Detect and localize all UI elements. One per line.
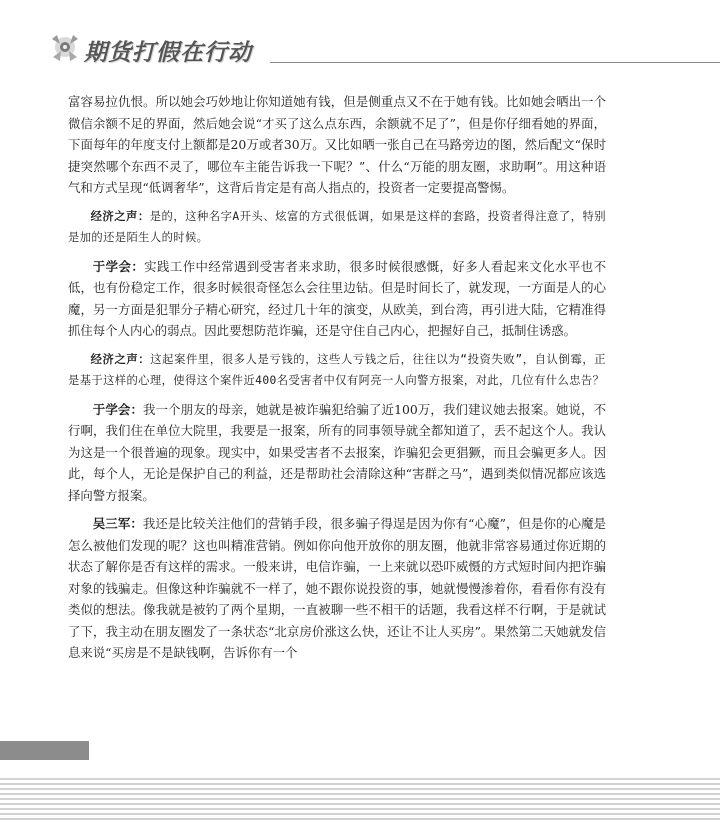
paragraph-answer (68, 399, 606, 507)
footer-stripes (0, 778, 720, 823)
paragraph-text: 富容易拉仇恨。所以她会巧妙地让你知道她有钱，但是侧重点又不在于她有钱。比如她会晒出一个微信余额不足的界面，然后她会说“才买了这么点东西，余额就不足了”，但是你仔细看她的界面，下面每年的年度支付上额都是20万或者30万。又比如晒一张自己在马路旁边的图，然后配文“保时捷突然哪个东西不灵了，哪位车主能告诉我一下呢？”、什么“万能的朋友圈，求助啊”。用这种语气和方式呈现“低调奢华”，这背后肯定是有高人指点的，投资者一定要提高警惕。 (68, 94, 606, 195)
speaker-label: 经济之声： (90, 209, 150, 223)
paragraph-host-question (68, 349, 606, 392)
header-rule (270, 62, 720, 63)
paragraph-text: 实践工作中经常遇到受害者来求助，很多时候很感慨，好多人看起来文化水平也不低，也有份稳定工作，很多时候很奇怪怎么会往里边钻。但是时间长了，就发现，一方面是人的心魔，另一方面是犯罪分子精心研究，经过几十年的演变，从欧美，到台湾，再引进大陆，它精准得抓住每个人内心的弱点。因此要想防范诈骗，还是守住自己内心，把握好自己，抵制住诱惑。 (68, 258, 607, 338)
page-header (0, 0, 720, 80)
ornament-emblem-icon (48, 30, 82, 64)
page-footer-bar (0, 741, 89, 760)
paragraph-host-question (68, 206, 606, 249)
paragraph-answer (68, 513, 606, 664)
speaker-label: 吴三军： (92, 516, 143, 531)
page-title: 期货打假在行动 (84, 40, 252, 66)
paragraph-text: 是的，这种名字A开头、炫富的方式很低调，如果是这样的套路，投资者得注意了，特别是加的还是陌生人的时候。 (68, 209, 606, 244)
speaker-label: 经济之声： (90, 352, 151, 366)
paragraph-text: 我一个朋友的母亲，她就是被诈骗犯给骗了近100万，我们建议她去报案。她说，不行啊，我们住在单位大院里，我要是一报案，所有的同事领导就全都知道了，丢不起这个人。我认为这是一个很普遍的现象。现实中，如果受害者不去报案，诈骗犯会更猖獗，而且会骗更多人。因此，每个人，无论是保护自己的利益，还是帮助社会清除这种“害群之马”，遇到类似情况都应该选择向警方报案。 (68, 401, 607, 503)
speaker-label: 于学会： (92, 401, 144, 417)
article-body (68, 91, 606, 664)
paragraph-continuation (68, 91, 606, 199)
speaker-label: 于学会： (92, 258, 145, 274)
paragraph-text: 我还是比较关注他们的营销手段，很多骗子得逞是因为你有“心魔”，但是你的心魔是怎么被他们发现的呢？这也叫精准营销。例如你向他开放你的朋友圈，他就非常容易通过你近期的状态了解你是否有这样的需求。一般来讲，电信诈骗，一上来就以恐吓威慑的方式短时间内把诈骗对象的钱骗走。但像这种诈骗就不一样了，她不跟你说投资的事，她就慢慢渗着你，看看你有没有类似的想法。像我就是被钓了两个星期，一直被聊一些不相干的话题，我看这样不行啊，于是就试了下，我主动在朋友圈发了一条状态“北京房价涨这么快，还让不让人买房”。果然第二天她就发信息来说“买房是不是缺钱啊，告诉你有一个 (68, 516, 607, 660)
paragraph-text: 这起案件里，很多人是亏钱的，这些人亏钱之后，往往以为“投资失败”，自认倒霉，正是基于这样的心理，使得这个案件近400名受害者中仅有阿亮一人向警方报案，对此，几位有什么忠告？ (68, 352, 606, 387)
paragraph-answer (68, 256, 606, 342)
